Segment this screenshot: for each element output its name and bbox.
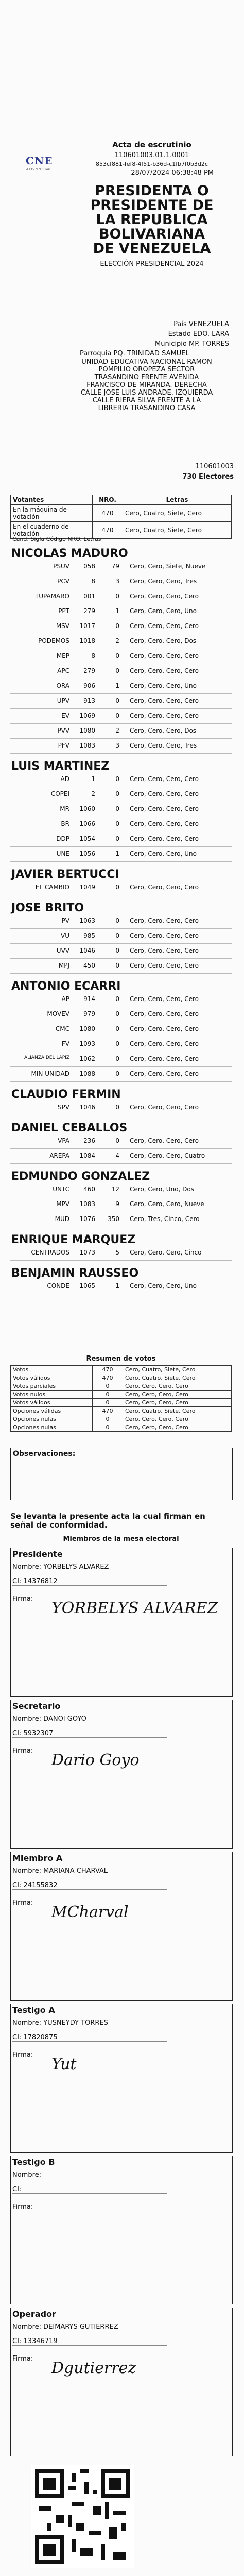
party-votes: 1 <box>115 607 119 615</box>
row-divider <box>10 973 232 974</box>
candidate-name: DANIEL CEBALLOS <box>11 1122 128 1134</box>
member-role: Secretario <box>12 1701 61 1711</box>
party-code: 913 <box>83 697 95 704</box>
party-votes-letters: Cero, Cero, Cero, Tres <box>130 742 197 749</box>
summary-row <box>11 1423 232 1432</box>
party-votes-letters: Cero, Cero, Cero, Cero <box>130 805 199 812</box>
observations-label: Observaciones: <box>13 1450 76 1458</box>
member-signature: Dario Goyo <box>51 1751 140 1769</box>
party-acronym: PSUV <box>53 563 69 570</box>
candidate-name: NICOLAS MADURO <box>11 547 128 560</box>
party-votes-letters: Cero, Cero, Cero, Cero <box>130 835 199 842</box>
party-acronym: AREPA <box>49 1152 69 1159</box>
row-divider <box>10 708 232 709</box>
summary-label: Opciones válidas <box>11 1407 93 1415</box>
party-votes-letters: Cero, Cero, Cero, Cero <box>130 1137 199 1144</box>
party-acronym: MEP <box>56 652 69 659</box>
party-code: 1018 <box>79 637 95 645</box>
summary-num: 0 <box>93 1391 123 1399</box>
acta-number: 110601003.01.1.0001 <box>114 151 189 159</box>
candidate-name: JAVIER BERTUCCI <box>11 868 119 881</box>
voters-col-letters: Letras <box>123 495 232 505</box>
party-code: 279 <box>83 607 95 615</box>
row-divider <box>10 1260 232 1261</box>
party-votes: 0 <box>115 667 119 674</box>
party-votes-letters: Cero, Cero, Cero, Cero <box>130 962 199 969</box>
member-role: Testigo A <box>12 2005 55 2015</box>
member-signature-label: Firma: <box>12 1595 167 1603</box>
party-votes: 0 <box>115 1137 119 1144</box>
party-votes: 0 <box>115 1025 119 1032</box>
party-code: 8 <box>91 652 95 659</box>
summary-title: Resumen de votos <box>86 1355 156 1363</box>
party-votes: 0 <box>115 775 119 783</box>
party-code: 1065 <box>79 1282 95 1290</box>
party-votes-letters: Cero, Cero, Cero, Cero <box>130 652 199 659</box>
party-votes-letters: Cero, Cero, Cero, Uno <box>130 850 197 857</box>
party-votes-letters: Cero, Cero, Cero, Uno <box>130 682 197 689</box>
member-signature: Dgutierrez <box>51 2359 136 2377</box>
summary-num: 0 <box>93 1423 123 1432</box>
party-votes: 0 <box>115 962 119 969</box>
party-code: 2 <box>91 790 95 798</box>
member-signature: MCharval <box>51 1903 129 1921</box>
member-role: Miembro A <box>12 1853 63 1863</box>
party-votes-letters: Cero, Cero, Cero, Cero <box>130 947 199 954</box>
party-votes-letters: Cero, Cero, Uno, Dos <box>130 1185 194 1193</box>
voting-center-address: UNIDAD EDUCATIVA NACIONAL RAMON POMPILIO OROPEZA SECTOR TRASANDINO FRENTE AVENIDA FRANCISCO DE MIRANDA. DERECHA CALLE JOSE LUIS ANDRADE. IZQUIERDA CALLE RIERA SILVA FRENTE A LA LIBRERIA TRASANDINO CASA <box>80 358 213 412</box>
party-votes: 0 <box>115 1055 119 1062</box>
party-code: 1073 <box>79 1249 95 1256</box>
party-code: 1069 <box>79 712 95 719</box>
summary-letters: Cero, Cuatro, Siete, Cero <box>123 1366 232 1374</box>
party-code: 1062 <box>79 1055 95 1062</box>
voters-book-num: 470 <box>93 522 123 539</box>
party-code: 1083 <box>79 1200 95 1208</box>
voters-col-num: NRO. <box>93 495 123 505</box>
acta-datetime: 28/07/2024 06:38:48 PM <box>131 169 214 177</box>
member-name: Nombre: YORBELYS ALVAREZ <box>12 1563 167 1571</box>
party-acronym: SPV <box>57 1104 69 1111</box>
summary-num: 470 <box>93 1366 123 1374</box>
candidate-name: EDMUNDO GONZALEZ <box>11 1170 150 1183</box>
row-divider <box>10 943 232 944</box>
party-code: 1017 <box>79 622 95 630</box>
member-signature: Yut <box>51 2055 77 2073</box>
party-acronym: EL CAMBIO <box>35 884 69 891</box>
party-acronym: ORA <box>56 682 69 689</box>
member-name: Nombre: MARIANA CHARVAL <box>12 1867 167 1875</box>
party-acronym: AD <box>60 775 69 783</box>
acta-title: Acta de escrutinio <box>112 140 191 149</box>
party-code: 8 <box>91 578 95 585</box>
party-votes: 2 <box>115 727 119 734</box>
party-votes-letters: Cero, Cero, Cero, Cero <box>130 1010 199 1018</box>
party-votes-letters: Cero, Cero, Cero, Cero <box>130 712 199 719</box>
party-acronym: CMC <box>55 1025 69 1032</box>
member-signature-label: Firma: <box>12 1899 167 1907</box>
summary-row <box>11 1374 232 1382</box>
party-votes: 0 <box>115 1010 119 1018</box>
candidate-name: ENRIQUE MARQUEZ <box>11 1233 136 1246</box>
summary-row <box>11 1366 232 1374</box>
party-votes: 0 <box>115 805 119 812</box>
party-acronym: VPA <box>58 1137 69 1144</box>
party-votes-letters: Cero, Cero, Cero, Cero <box>130 1040 199 1047</box>
party-votes: 1 <box>115 850 119 857</box>
summary-num: 0 <box>93 1415 123 1423</box>
party-votes: 0 <box>115 790 119 798</box>
cne-logo <box>26 155 62 171</box>
summary-label: Opciones nulas <box>11 1423 93 1432</box>
candidate-name: ANTONIO ECARRI <box>11 980 121 993</box>
row-divider <box>10 958 232 959</box>
row-divider <box>10 693 232 694</box>
member-role: Testigo B <box>12 2157 55 2167</box>
candidate-columns-text: Cand. Sigla Código NRO. Letras <box>12 536 101 543</box>
member-ci: CI: 14376812 <box>12 1578 167 1586</box>
party-votes: 4 <box>115 1152 119 1159</box>
member-ci: CI: <box>12 2185 167 2194</box>
party-acronym: PV <box>61 917 69 924</box>
party-votes: 3 <box>115 578 119 585</box>
party-votes: 0 <box>115 697 119 704</box>
voters-machine-label: En la máquina de votación <box>11 505 93 522</box>
row-divider <box>10 1066 232 1067</box>
summary-row <box>11 1391 232 1399</box>
party-votes-letters: Cero, Cero, Cero, Cero <box>130 592 199 600</box>
party-acronym: UVV <box>56 947 69 954</box>
summary-row <box>11 1382 232 1391</box>
party-votes-letters: Cero, Cero, Cero, Cero <box>130 697 199 704</box>
party-code: 1080 <box>79 727 95 734</box>
summary-letters: Cero, Cuatro, Siete, Cero <box>123 1407 232 1415</box>
party-code: 914 <box>83 995 95 1003</box>
party-code: 1056 <box>79 850 95 857</box>
summary-num: 470 <box>93 1374 123 1382</box>
qr-code <box>31 2465 134 2568</box>
party-acronym: UPV <box>57 697 69 704</box>
row-divider <box>10 738 232 739</box>
party-acronym: PFV <box>58 742 69 749</box>
party-code: 058 <box>83 563 95 570</box>
observations-box <box>10 1448 233 1500</box>
member-role: Presidente <box>12 1549 63 1559</box>
party-acronym: MOVEV <box>47 1010 69 1018</box>
party-acronym: MIN UNIDAD <box>31 1070 69 1077</box>
summary-label: Votos válidos <box>11 1399 93 1407</box>
acta-header <box>90 140 214 268</box>
candidate-name: CLAUDIO FERMIN <box>11 1088 121 1101</box>
party-code: 001 <box>83 592 95 600</box>
row-divider <box>10 723 232 724</box>
party-code: 1046 <box>79 1104 95 1111</box>
party-votes-letters: Cero, Cero, Cero, Cero <box>130 820 199 827</box>
party-code: 1083 <box>79 742 95 749</box>
party-acronym: MPJ <box>58 962 69 969</box>
party-votes-letters: Cero, Cero, Cero, Uno <box>130 607 197 615</box>
party-votes-letters: Cero, Cero, Cero, Cero <box>130 917 199 924</box>
party-votes-letters: Cero, Tres, Cinco, Cero <box>130 1215 200 1223</box>
summary-label: Votos válidos <box>11 1374 93 1382</box>
members-title: Miembros de la mesa electoral <box>63 1535 179 1543</box>
location-parish: Parroquia PQ. TRINIDAD SAMUEL <box>80 350 189 358</box>
location-block <box>80 319 229 359</box>
summary-letters: Cero, Cero, Cero, Cero <box>123 1391 232 1399</box>
party-votes: 3 <box>115 742 119 749</box>
party-votes: 0 <box>115 947 119 954</box>
party-votes: 9 <box>115 1200 119 1208</box>
row-divider <box>10 753 232 754</box>
party-votes-letters: Cero, Cero, Cero, Dos <box>130 727 197 734</box>
summary-label: Votos <box>11 1366 93 1374</box>
party-votes-letters: Cero, Cero, Cero, Cero <box>130 622 199 630</box>
summary-letters: Cero, Cero, Cero, Cero <box>123 1415 232 1423</box>
party-acronym: EV <box>61 712 69 719</box>
party-acronym: ALIANZA DEL LAPIZ <box>24 1055 69 1060</box>
party-code: 1060 <box>79 805 95 812</box>
party-code: 279 <box>83 667 95 674</box>
party-votes: 0 <box>115 932 119 939</box>
party-code: 450 <box>83 962 95 969</box>
summary-letters: Cero, Cuatro, Siete, Cero <box>123 1374 232 1382</box>
party-code: 236 <box>83 1137 95 1144</box>
election-title: PRESIDENTA O PRESIDENTE DE LA REPUBLICA BOLIVARIANA DE VENEZUELA <box>90 183 214 257</box>
row-divider <box>10 1081 232 1082</box>
party-code: 460 <box>83 1185 95 1193</box>
summary-letters: Cero, Cero, Cero, Cero <box>123 1399 232 1407</box>
row-divider <box>10 846 232 847</box>
party-acronym: BR <box>61 820 69 827</box>
party-code: 1 <box>91 775 95 783</box>
member-signature-label: Firma: <box>12 2051 167 2059</box>
party-code: 1084 <box>79 1152 95 1159</box>
party-code: 1054 <box>79 835 95 842</box>
member-ci: CI: 24155832 <box>12 1882 167 1890</box>
party-acronym: CONDE <box>47 1282 69 1290</box>
voters-book-label: En el cuaderno de votación <box>11 522 93 539</box>
party-acronym: TUPAMARO <box>34 592 69 600</box>
member-signature-label: Firma: <box>12 2203 167 2211</box>
voters-col-label: Votantes <box>11 495 93 505</box>
party-votes: 350 <box>108 1215 119 1223</box>
party-code: 1063 <box>79 917 95 924</box>
party-votes-letters: Cero, Cero, Cero, Cero <box>130 1070 199 1077</box>
summary-num: 0 <box>93 1382 123 1391</box>
summary-letters: Cero, Cero, Cero, Cero <box>123 1423 232 1432</box>
party-code: 1076 <box>79 1215 95 1223</box>
party-votes-letters: Cero, Cero, Cero, Cinco <box>130 1249 202 1256</box>
voters-machine-num: 470 <box>93 505 123 522</box>
party-votes-letters: Cero, Cero, Cero, Cero <box>130 667 199 674</box>
party-code: 906 <box>83 682 95 689</box>
party-acronym: PODEMOS <box>38 637 69 645</box>
party-votes: 2 <box>115 637 119 645</box>
party-acronym: COPEI <box>50 790 69 798</box>
party-code: 1080 <box>79 1025 95 1032</box>
party-votes: 79 <box>111 563 119 570</box>
summary-row <box>11 1407 232 1415</box>
candidate-name: JOSE BRITO <box>11 902 84 914</box>
member-signature-label: Firma: <box>12 1747 167 1755</box>
party-acronym: MR <box>60 805 69 812</box>
summary-num: 0 <box>93 1399 123 1407</box>
candidate-name: LUIS MARTINEZ <box>11 760 110 773</box>
voting-center-code: 110601003 <box>195 463 234 470</box>
closing-statement: Se levanta la presente acta la cual firman en señal de conformidad. <box>10 1512 205 1530</box>
party-votes: 0 <box>115 820 119 827</box>
party-votes: 0 <box>115 917 119 924</box>
party-votes-letters: Cero, Cero, Cero, Cero <box>130 1104 199 1111</box>
member-name: Nombre: YUSNEYDY TORRES <box>12 2019 167 2027</box>
summary-table <box>10 1365 232 1432</box>
party-votes-letters: Cero, Cero, Cero, Cero <box>130 790 199 798</box>
member-signature-label: Firma: <box>12 2355 167 2363</box>
summary-label: Opciones nulas <box>11 1415 93 1423</box>
member-signature: YORBELYS ALVAREZ <box>51 1599 218 1617</box>
member-role: Operador <box>12 2309 56 2319</box>
voters-book-letters: Cero, Cuatro, Siete, Cero <box>123 522 232 539</box>
party-acronym: UNTC <box>53 1185 69 1193</box>
party-votes-letters: Cero, Cero, Cero, Uno <box>130 1282 197 1290</box>
party-acronym: DDP <box>56 835 69 842</box>
party-votes: 0 <box>115 712 119 719</box>
party-acronym: MSV <box>56 622 69 630</box>
party-acronym: PPT <box>58 607 69 615</box>
member-ci: CI: 13346719 <box>12 2337 167 2346</box>
party-acronym: VU <box>61 932 69 939</box>
voters-table <box>10 495 232 539</box>
party-votes-letters: Cero, Cero, Siete, Nueve <box>130 563 206 570</box>
summary-letters: Cero, Cero, Cero, Cero <box>123 1382 232 1391</box>
party-acronym: MPV <box>56 1200 69 1208</box>
cne-logo-sub: PODER ELECTORAL <box>26 168 51 171</box>
party-votes: 12 <box>111 1185 119 1193</box>
voting-center-electors: 730 Electores <box>182 473 234 481</box>
summary-label: Votos parciales <box>11 1382 93 1391</box>
location-municipality: Municipio MP. TORRES <box>154 340 229 348</box>
row-divider <box>10 1148 232 1149</box>
acta-hash: 853cf881-fef8-4f51-b36d-c1fb7f0b3d2c <box>96 161 208 167</box>
member-name: Nombre: DANOI GOYO <box>12 1715 167 1723</box>
party-acronym: AP <box>61 995 69 1003</box>
party-acronym: FV <box>61 1040 69 1047</box>
party-acronym: CENTRADOS <box>31 1249 69 1256</box>
party-code: 1088 <box>79 1070 95 1077</box>
party-votes-letters: Cero, Cero, Cero, Cero <box>130 775 199 783</box>
party-votes-letters: Cero, Cero, Cero, Cuatro <box>130 1152 205 1159</box>
location-state: Estado EDO. LARA <box>168 330 229 338</box>
party-votes: 0 <box>115 622 119 630</box>
party-votes: 0 <box>115 592 119 600</box>
cne-logo-text: CNE <box>26 155 53 167</box>
qr-code-graphic <box>31 2465 134 2568</box>
party-acronym: MUD <box>55 1215 69 1223</box>
party-votes-letters: Cero, Cero, Cero, Cero <box>130 995 199 1003</box>
candidate-name: BENJAMIN RAUSSEO <box>11 1267 139 1280</box>
party-code: 985 <box>83 932 95 939</box>
party-votes-letters: Cero, Cero, Cero, Cero <box>130 1055 199 1062</box>
summary-row <box>11 1399 232 1407</box>
party-code: 1093 <box>79 1040 95 1047</box>
party-acronym: PVV <box>57 727 69 734</box>
party-votes: 5 <box>115 1249 119 1256</box>
voters-machine-letters: Cero, Cuatro, Siete, Cero <box>123 505 232 522</box>
party-votes: 0 <box>115 835 119 842</box>
party-code: 1046 <box>79 947 95 954</box>
member-name: Nombre: <box>12 2171 167 2179</box>
summary-label: Votos nulos <box>11 1391 93 1399</box>
member-ci: CI: 5932307 <box>12 1730 167 1738</box>
member-ci: CI: 17820875 <box>12 2033 167 2042</box>
party-votes: 0 <box>115 884 119 891</box>
row-divider <box>10 861 232 862</box>
party-votes: 0 <box>115 1040 119 1047</box>
party-code: 1049 <box>79 884 95 891</box>
party-acronym: UNE <box>56 850 69 857</box>
party-votes: 0 <box>115 652 119 659</box>
party-votes: 0 <box>115 995 119 1003</box>
party-votes: 1 <box>115 1282 119 1290</box>
summary-num: 470 <box>93 1407 123 1415</box>
party-acronym: PCV <box>57 578 69 585</box>
party-votes-letters: Cero, Cero, Cero, Cero <box>130 932 199 939</box>
summary-row <box>11 1415 232 1423</box>
member-name: Nombre: DEIMARYS GUTIERREZ <box>12 2323 167 2331</box>
party-votes-letters: Cero, Cero, Cero, Cero <box>130 884 199 891</box>
party-votes-letters: Cero, Cero, Cero, Cero <box>130 1025 199 1032</box>
party-code: 979 <box>83 1010 95 1018</box>
party-votes-letters: Cero, Cero, Cero, Tres <box>130 578 197 585</box>
party-votes: 0 <box>115 1070 119 1077</box>
election-name: ELECCIÓN PRESIDENCIAL 2024 <box>100 260 204 268</box>
party-code: 1066 <box>79 820 95 827</box>
party-votes: 1 <box>115 682 119 689</box>
party-votes-letters: Cero, Cero, Cero, Dos <box>130 637 197 645</box>
row-divider <box>10 928 232 929</box>
party-votes: 0 <box>115 1104 119 1111</box>
row-divider <box>10 1163 232 1164</box>
party-votes-letters: Cero, Cero, Cero, Nueve <box>130 1200 204 1208</box>
location-country: País VENEZUELA <box>173 320 229 328</box>
party-acronym: APC <box>57 667 69 674</box>
